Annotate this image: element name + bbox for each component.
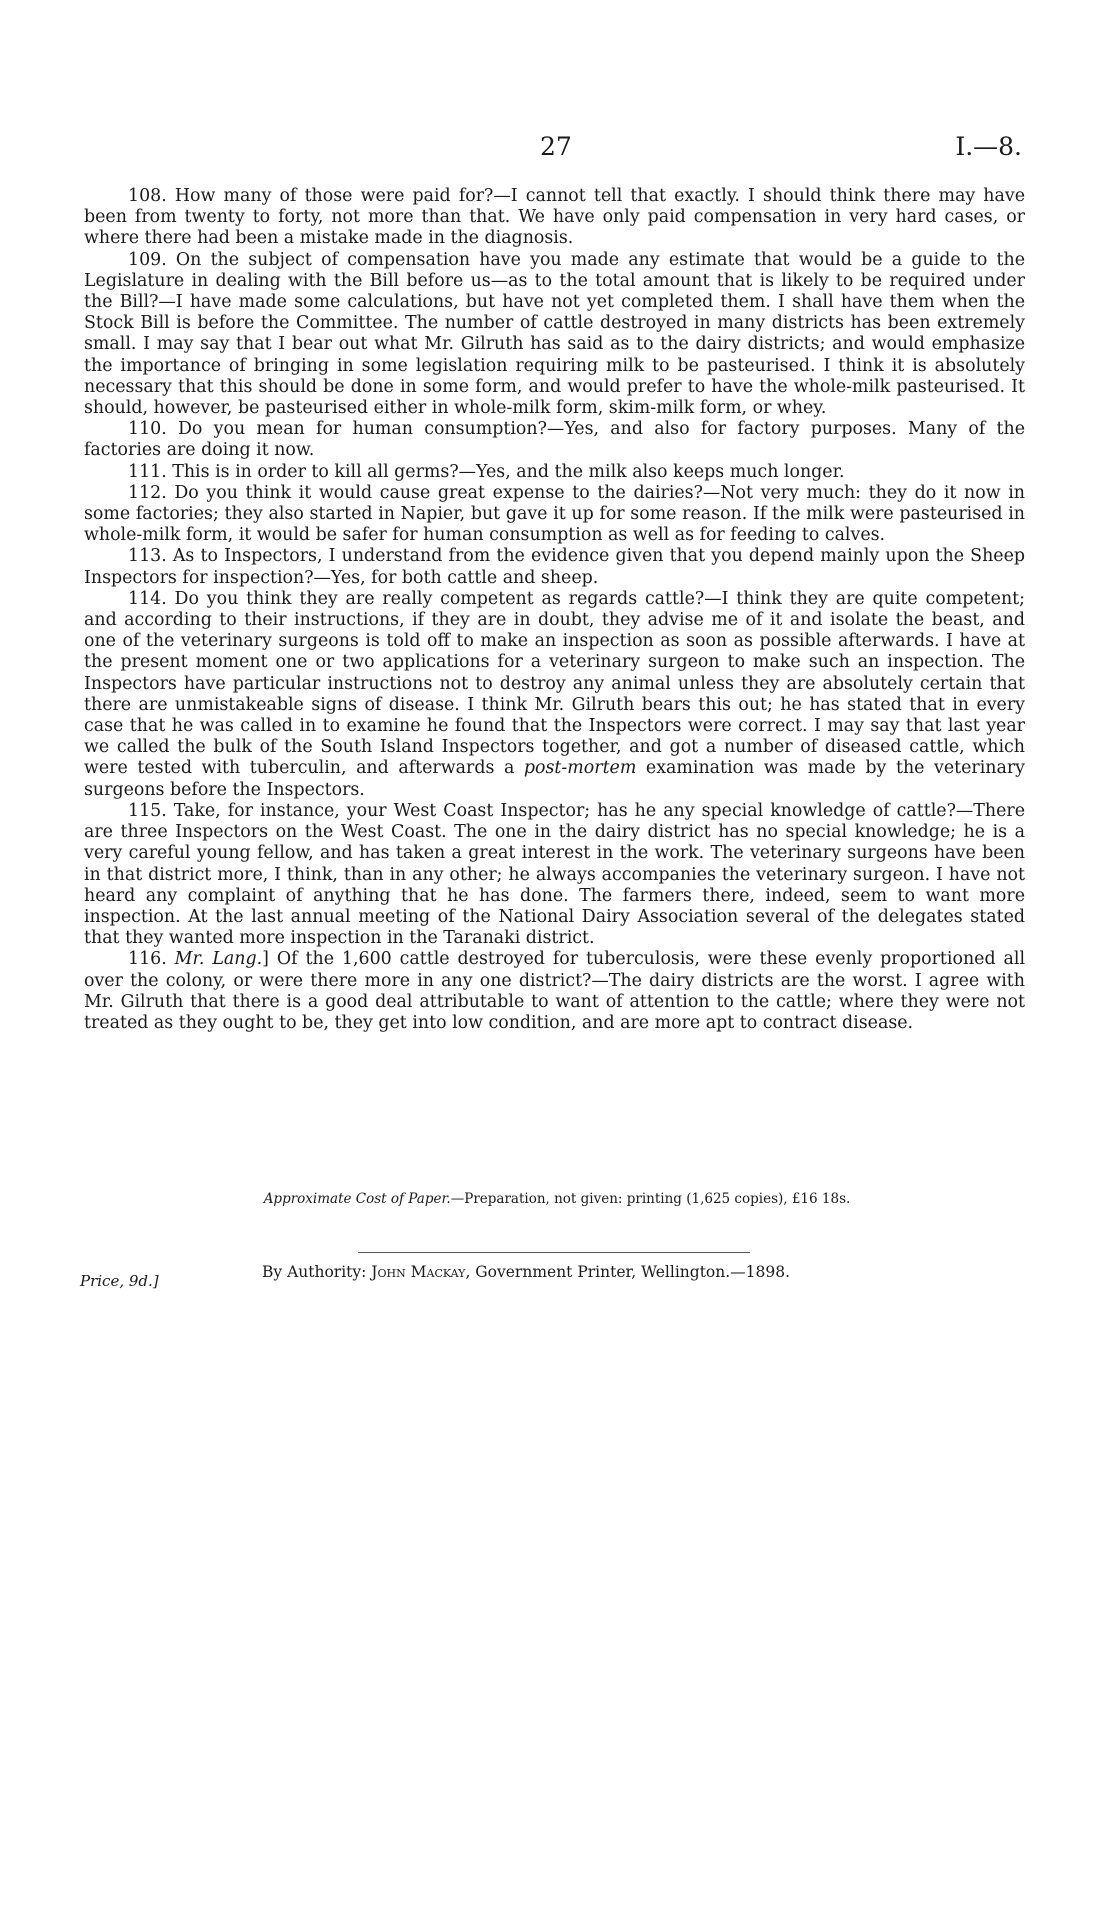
imprint-prefix: By Authority: xyxy=(262,1263,372,1281)
printer-name: John Mackay xyxy=(371,1263,466,1281)
speaker-name: Mr. Lang. xyxy=(174,949,263,970)
divider-rule xyxy=(358,1252,750,1253)
price-note: Price, 9d.] xyxy=(80,1272,159,1290)
document-reference: I.—8. xyxy=(955,132,1022,161)
paragraph-115: 115. Take, for instance, your West Coast Inspector; has he any special knowledge of cattle?—There are three Inspectors on the West Coast. The one in the dairy district has no special knowledge; he is a very careful young fellow, and has taken a great interest in the work. The veterinary surgeons have been in that district more, I think, than in any other; he always accompanies the veterinary surgeon. I have not heard any complaint of anything that he has done. The farmers there, indeed, seem to want more inspection. At the last annual meeting of the National Dairy Association several of the delegates stated that they wanted more inspection in the Taranaki district. xyxy=(84,800,1025,949)
cost-text: —Preparation, not given: printing (1,625 copies), £16 18s. xyxy=(450,1191,851,1207)
evidence-text xyxy=(84,186,1025,1034)
paragraph-114 xyxy=(84,589,1025,801)
paragraph-116 xyxy=(84,949,1025,1034)
cost-note xyxy=(0,1191,1114,1207)
page-number: 27 xyxy=(540,132,572,161)
paragraph-109: 109. On the subject of compensation have you made any estimate that would be a guide to the Legislature in dealing with the Bill before us—as to the total amount that is likely to be required under the Bill?—I have made some calculations, but have not yet completed them. I shall have them when the Stock Bill is before the Committee. The number of cattle destroyed in many districts has been extremely small. I may say that I bear out what Mr. Gilruth has said as to the dairy districts; and would emphasize the importance of bringing in some legislation requiring milk to be pasteurised. I think it is absolutely necessary that this should be done in some form, and would prefer to have the whole-milk pasteurised. It should, however, be pasteurised either in whole-milk form, skim-milk form, or whey. xyxy=(84,249,1025,419)
paragraph-113: 113. As to Inspectors, I understand from the evidence given that you depend mainly upon the Sheep Inspectors for inspection?—Yes, for both cattle and sheep. xyxy=(84,546,1025,588)
paragraph-112: 112. Do you think it would cause great expense to the dairies?—Not very much: they do it now in some factories; they also started in Napier, but gave it up for some reason. If the milk were pasteurised in whole-milk form, it would be safer for human consumption as well as for feeding to calves. xyxy=(84,482,1025,546)
paragraph-108: 108. How many of those were paid for?—I cannot tell that exactly. I should think there may have been from twenty to forty, not more than that. We have only paid compensation in very hard cases, or where there had been a mistake made in the diagnosis. xyxy=(84,186,1025,249)
imprint-suffix: , Government Printer, Wellington.—1898. xyxy=(465,1263,791,1281)
paragraph-114-text: 114. Do you think they are really competent as regards cattle?—I think they are quite competent; and according to their instructions, if they are in doubt, they advise me of it and isolate the beast, and one of the veterinary surgeons is told off to make an inspection as soon as possible afterwards. I have at the present moment one or two applications for a veterinary surgeon to make such an inspection. The Inspectors have particular instructions not to destroy any animal unless they are absolutely certain that there are unmistakeable signs of disease. I think Mr. Gilruth bears this out; he has stated that in every case that he was called in to examine he found that the Inspectors were correct. I may say that last year we called the bulk of the South Island Inspectors together, and got a number of diseased cattle, which were tested with tuberculin, and afterwards a xyxy=(84,588,1025,779)
paragraph-111: 111. This is in order to kill all germs?—Yes, and the milk also keeps much longer. xyxy=(128,461,845,482)
paragraph-114-end: examination was made by the veterinary surgeons before the Inspectors. xyxy=(84,758,1026,800)
cost-label: Approximate Cost of Paper. xyxy=(263,1191,451,1207)
paragraph-110: 110. Do you mean for human consumption?—Yes, and also for factory purposes. Many of the factories are doing it now. xyxy=(84,419,1025,461)
paragraph-116-number: 116. xyxy=(128,949,175,970)
printer-imprint xyxy=(262,1263,790,1281)
post-mortem-term: post-mortem xyxy=(523,758,637,779)
paragraph-116-text: ] Of the 1,600 cattle destroyed for tuberculosis, were these evenly proportioned all over the colony, or were there more in any one district?—The dairy districts are the worst. I agree with Mr. Gilruth that there is a good deal attributable to want of attention to the cattle; where they were not treated as they ought to be, they get into low condition, and are more apt to contract disease. xyxy=(84,949,1026,1033)
